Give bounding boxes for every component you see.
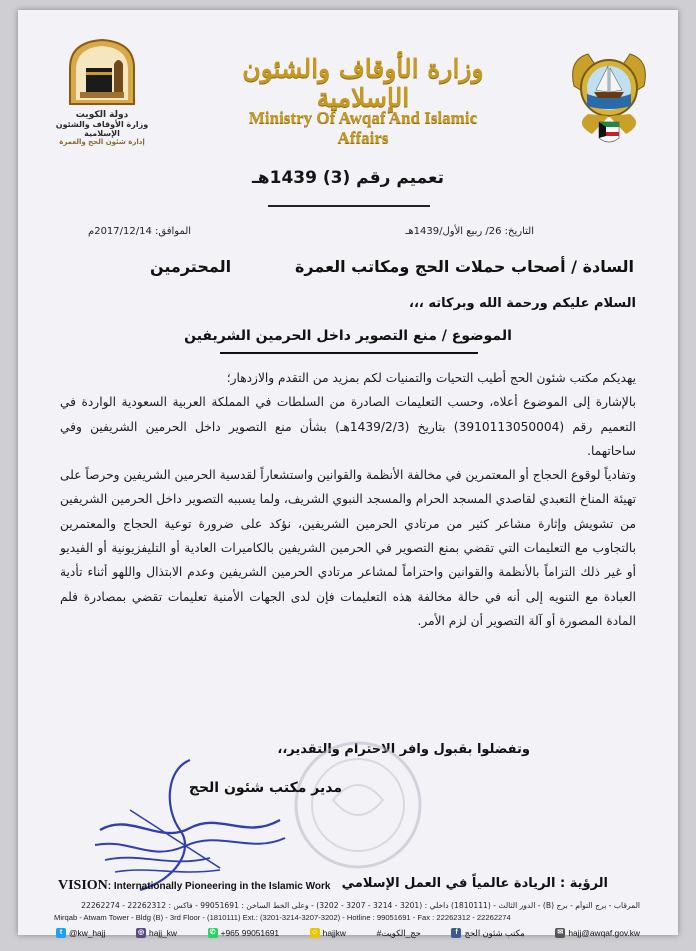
body-paragraph: وتفادياً لوقوع الحجاج أو المعتمرين في مخالفة الأنظمة والقوانين واستشعاراً لقدسية الحرمين الشريفين وحرصاً على تهيئة المناخ التعبدي لقاصدي المسجد الحرام والمسجد النبوي الشريف، ولما يسببه التصوير داخل الحرمين الشريفين من تشويش وإثارة مشاعر كثير من مرتادي الحرمين الشريفين، نؤكد على ضرورة توعية الحجاج والمعتمرين بالتجاوب مع التعليمات التي تقضي بمنع التصوير في الحرمين الشريفين بالكاميرات العادية أو التليفزيونية أو الفيديو أو غير ذلك التزاماً بالأنظمة والقوانين واحتراماً لمشاعر مرتادي الحرمين الشريفين وعدم الابتذال واللهو أثناء تأدية العبادة مع التنويه إلى أنه في حالة مخالفة هذه التعليمات فإن لدى الجهات الأمنية تعليمات تقضي بمصادرة فلم المادة المصورة أو آلة التصوير أن لزم الأمر. xyxy=(60,468,636,628)
contact-text: مكتب شئون الحج xyxy=(464,928,525,938)
ministry-title-arabic: وزارة الأوقاف والشئون الإسلامية xyxy=(242,54,484,112)
closing-line: وتفضلوا بقبول وافر الاحترام والتقدير،، xyxy=(277,742,530,757)
vision-tagline-en: : Internationally Pioneering in the Islamic Work xyxy=(107,881,331,892)
subject-line: الموضوع / منع التصوير داخل الحرمين الشريفين xyxy=(184,328,512,344)
signer-title: مدير مكتب شئون الحج xyxy=(188,780,342,796)
contact-twitter[interactable] xyxy=(56,928,105,938)
address-arabic: المرقاب - برج التوأم - برج (B) - الدور الثالث - (1810111) داخلي : (3201 - 3214 - 3207 - 3202) - وعلى الخط الساخن : 99051691 - فاكس : 22262312 - 22262274 xyxy=(81,901,640,910)
respected-suffix: المحترمين xyxy=(150,257,232,276)
kuwait-emblem-icon xyxy=(566,46,652,152)
hijri-date: التاريخ: 26/ ربيع الأول/1439هـ xyxy=(405,226,534,237)
contact-text: hajj@awqaf.gov.kw xyxy=(568,928,640,938)
contact-snapchat[interactable] xyxy=(310,928,346,938)
contact-text: #حج_الكويت xyxy=(376,928,421,938)
contact-bar xyxy=(56,926,640,940)
contact-text: hajj_kw xyxy=(149,928,177,938)
contact-text: hajjkw xyxy=(322,928,346,938)
subject-underline xyxy=(220,352,478,354)
vision-title-ar: الرؤية xyxy=(569,876,608,891)
kaaba-dome-icon xyxy=(62,38,142,108)
contact-facebook[interactable] xyxy=(451,928,524,938)
greeting: السلام عليكم ورحمة الله وبركاته ،،، xyxy=(409,296,636,311)
hajj-office-logo xyxy=(42,38,162,146)
facebook-icon: f xyxy=(451,928,461,938)
vision-arabic xyxy=(342,876,608,891)
vision-word: VISION xyxy=(58,878,108,893)
gregorian-date: الموافق: 2017/12/14م xyxy=(88,226,192,237)
snapchat-icon: ☺ xyxy=(311,929,319,936)
letter-body xyxy=(60,366,636,633)
letterhead xyxy=(18,10,678,170)
body-paragraph: بالإشارة إلى الموضوع أعلاه، وحسب التعليمات الصادرة من السلطات في المملكة العربية السعودية الواردة في التعميم رقم (3910113050004) بتاريخ (1439/2/3هـ) بشأن منع التصوير داخل الحرمين الشريفين وفي ساحاتهما. xyxy=(60,395,636,458)
vision-english xyxy=(58,878,330,894)
contact-instagram[interactable] xyxy=(136,928,177,938)
contact-text: +965 99051691 xyxy=(220,928,280,938)
instagram-icon: ◎ xyxy=(137,929,145,936)
circular-number: تعميم رقم (3) 1439هـ xyxy=(252,168,444,188)
contact-hashtag[interactable] xyxy=(377,928,421,938)
logo-line-department: إدارة شئون الحج والعمرة xyxy=(59,138,145,146)
contact-email[interactable] xyxy=(555,928,640,938)
official-stamp-icon xyxy=(283,730,433,880)
contact-text: @kw_hajj xyxy=(69,928,106,938)
circular-underline xyxy=(268,205,430,207)
contact-whatsapp[interactable] xyxy=(208,928,279,938)
logo-line-ministry: وزارة الأوقاف والشئون الإسلامية xyxy=(55,120,149,138)
vision-tagline-ar: : الريادة عالمياً في العمل الإسلامي xyxy=(341,876,566,891)
whatsapp-icon: ✆ xyxy=(208,928,218,938)
letter-page xyxy=(18,10,678,938)
body-paragraph: يهديكم مكتب شئون الحج أطيب التحيات والتمنيات لكم بمزيد من التقدم والازدهار؛ xyxy=(226,371,636,385)
ministry-title-english: Ministry Of Awqaf And Islamic Affairs xyxy=(248,108,478,147)
address-english: Mirqab - Atwam Tower - Bldg (B) - 3rd Floor - (1810111) Ext.: (3201-3214-3207-3202) - Hotline : 99051691 - Fax : 22262312 - 22262274 xyxy=(54,913,511,922)
recipient-line: السادة / أصحاب حملات الحج ومكاتب العمرة xyxy=(294,257,634,276)
logo-line-country: دولة الكويت xyxy=(75,110,129,120)
email-icon: ✉ xyxy=(555,928,565,938)
twitter-icon: t xyxy=(56,928,66,938)
